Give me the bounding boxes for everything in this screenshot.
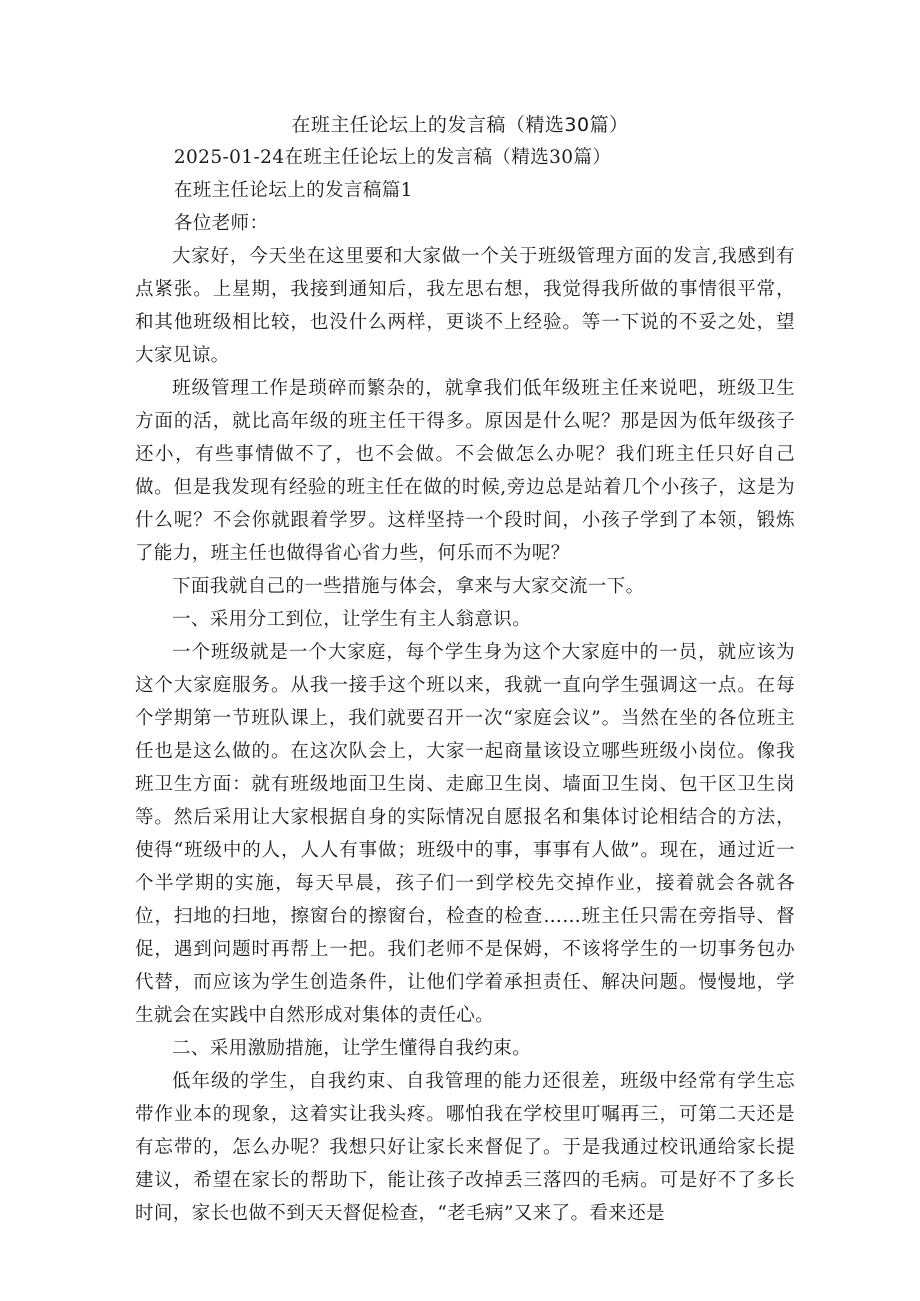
paragraph: 一个班级就是一个大家庭，每个学生身为这个大家庭中的一员，就应该为这个大家庭服务。从我一接手这个班以来，我就一直向学生强调这一点。在每个学期第一节班队课上，我们就要召开一次“家庭会议”。当然在坐的各位班主任也是这么做的。在这次队会上，大家一起商量该设立哪些班级小岗位。像我班卫生方面：就有班级地面卫生岗、走廊卫生岗、墙面卫生岗、包干区卫生岗等。然后采用让大家根据自身的实际情况自愿报名和集体讨论相结合的方法，使得“班级中的人，人人有事做；班级中的事，事事有人做”。现在，通过近一个半学期的实施，每天早晨，孩子们一到学校先交掉作业，接着就会各就各位，扫地的扫地，擦窗台的擦窗台，检查的检查……班主任只需在旁指导、督促，遇到问题时再帮上一把。我们老师不是保姆，不该将学生的一切事务包办代替，而应该为学生创造条件，让他们学着承担责任、解决问题。慢慢地，学生就会在实践中自然形成对集体的责任心。 <box>135 642 795 1026</box>
date-line: 2025-01-24在班主任论坛上的发言稿（精选30篇） <box>173 147 612 168</box>
paragraph: 班级管理工作是琐碎而繁杂的，就拿我们低年级班主任来说吧，班级卫生方面的活，就比高年级的班主任干得多。原因是什么呢？那是因为低年级孩子还小，有些事情做不了，也不会做。不会做怎么办呢？我们班主任只好自己做。但是我发现有经验的班主任在做的时候,旁边总是站着几个小孩子，这是为什么呢？不会你就跟着学罗。这样坚持一个段时间，小孩子学到了本领，锻炼了能力，班主任也做得省心省力些，何乐而不为呢？ <box>135 378 795 564</box>
section-heading: 在班主任论坛上的发言稿篇1 <box>173 180 413 201</box>
salutation: 各位老师： <box>173 213 269 234</box>
section-point-heading: 一、采用分工到位，让学生有主人翁意识。 <box>172 609 532 630</box>
paragraph: 低年级的学生，自我约束、自我管理的能力还很差，班级中经常有学生忘带作业本的现象，这着实让我头疼。哪怕我在学校里叮嘱再三，可第二天还是有忘带的，怎么办呢？我想只好让家长来督促了。于是我通过校讯通给家长提建议，希望在家长的帮助下，能让孩子改掉丢三落四的毛病。可是好不了多长时间，家长也做不到天天督促检查，“老毛病”又来了。看来还是 <box>135 1071 795 1224</box>
paragraph: 下面我就自己的一些措施与体会，拿来与大家交流一下。 <box>172 576 645 597</box>
document-title: 在班主任论坛上的发言稿（精选30篇） <box>291 114 629 136</box>
paragraph: 大家好，今天坐在这里要和大家做一个关于班级管理方面的发言,我感到有点紧张。上星期，我接到通知后，我左思右想，我觉得我所做的事情很平常，和其他班级相比较，也没什么两样，更谈不上经验。等一下说的不妥之处，望大家见谅。 <box>135 246 795 366</box>
document-body <box>135 141 795 1230</box>
section-point-heading: 二、采用激励措施，让学生懂得自我约束。 <box>172 1038 532 1059</box>
